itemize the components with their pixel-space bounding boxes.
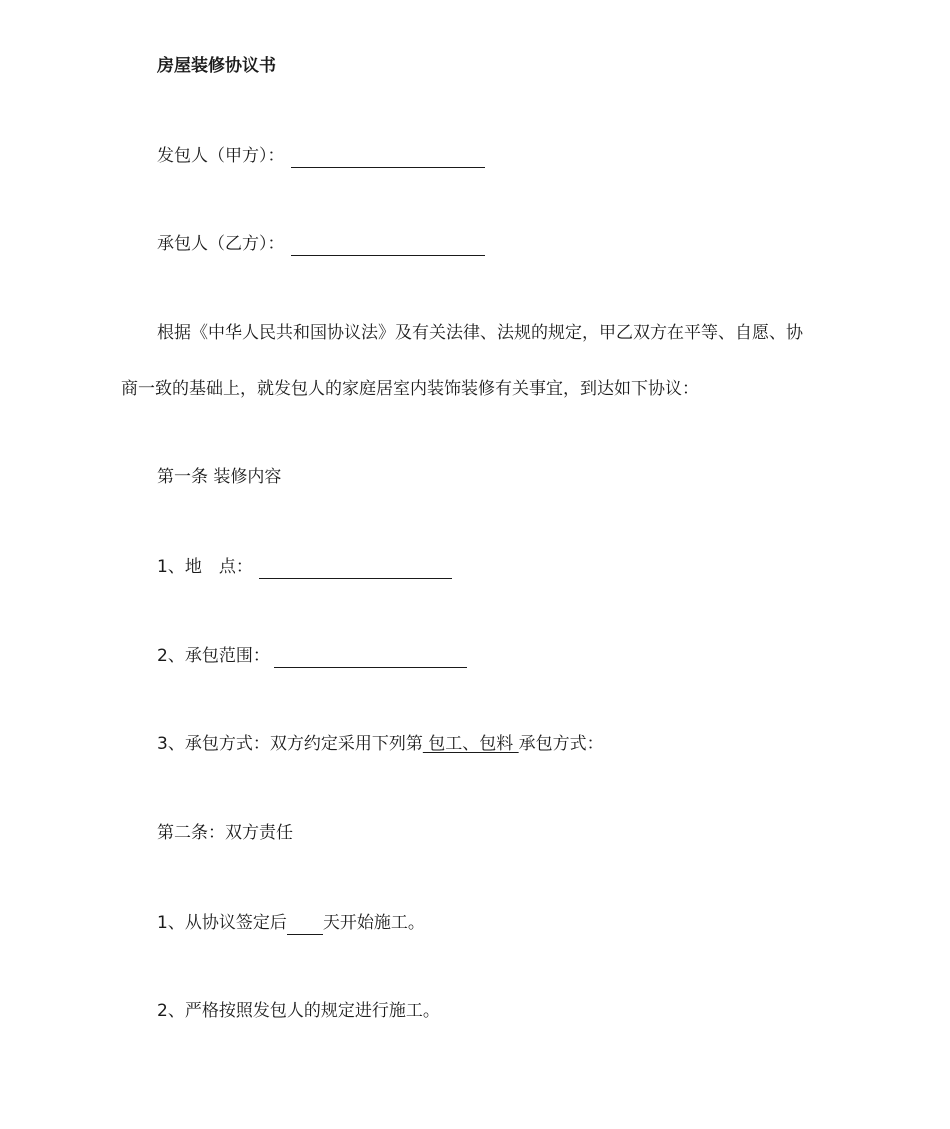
party-a-blank[interactable] bbox=[291, 149, 485, 168]
party-a-line bbox=[157, 144, 485, 168]
party-b-blank[interactable] bbox=[291, 237, 485, 256]
article-1-item-2 bbox=[157, 644, 467, 668]
article-2-heading: 第二条：双方责任 bbox=[157, 823, 293, 843]
article-1-item-3 bbox=[157, 732, 604, 756]
article-2-item-1 bbox=[157, 911, 425, 935]
start-days-blank[interactable] bbox=[287, 916, 323, 935]
scope-label: 2、承包范围： bbox=[157, 646, 270, 666]
document-title: 房屋装修协议书 bbox=[157, 56, 276, 76]
contract-mode-prefix: 3、承包方式：双方约定采用下列第 bbox=[157, 734, 423, 754]
location-blank[interactable] bbox=[259, 560, 452, 579]
article-2-item-2: 2、严格按照发包人的规定进行施工。 bbox=[157, 1001, 440, 1021]
article-1-item-1 bbox=[157, 555, 452, 579]
article-1-heading: 第一条 装修内容 bbox=[157, 467, 282, 487]
start-prefix: 1、从协议签定后 bbox=[157, 913, 287, 933]
start-suffix: 天开始施工。 bbox=[322, 913, 425, 933]
contract-mode-value: 包工、包料 bbox=[422, 734, 519, 754]
scope-blank[interactable] bbox=[274, 649, 467, 668]
location-label: 1、地 点： bbox=[157, 557, 253, 577]
preamble-line-1: 根据《中华人民共和国协议法》及有关法律、法规的规定，甲乙双方在平等、自愿、协 bbox=[157, 323, 803, 343]
party-b-line bbox=[157, 232, 485, 256]
party-a-label: 发包人（甲方）： bbox=[157, 146, 285, 166]
party-b-label: 承包人（乙方）： bbox=[157, 234, 285, 254]
preamble-line-2: 商一致的基础上，就发包人的家庭居室内装饰装修有关事宜，到达如下协议： bbox=[121, 379, 699, 399]
contract-mode-suffix: 承包方式： bbox=[518, 734, 604, 754]
